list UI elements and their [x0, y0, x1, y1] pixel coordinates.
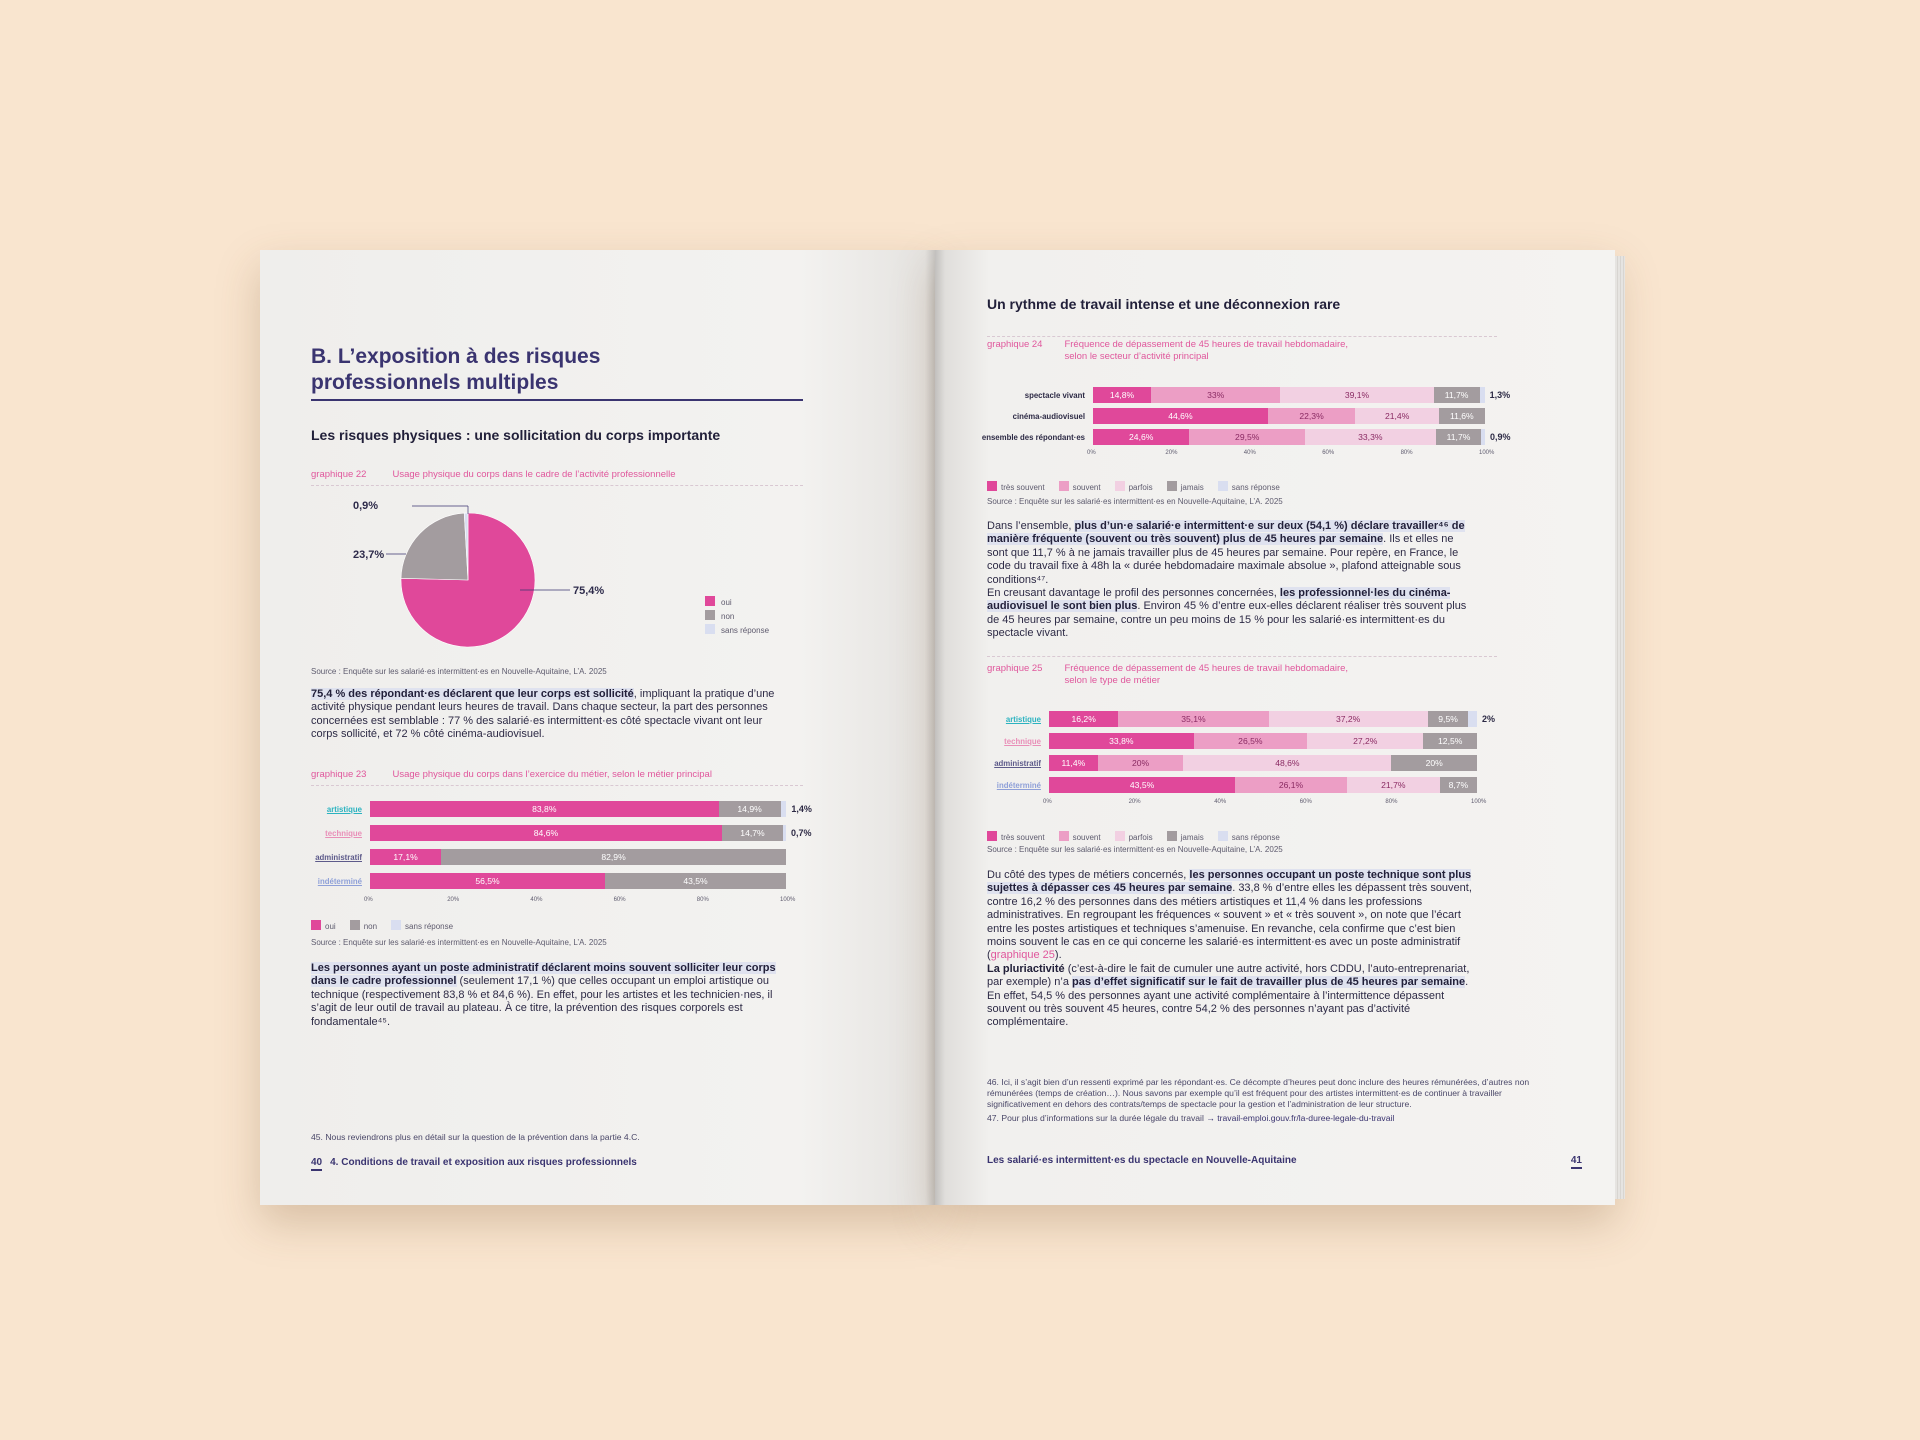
bar-segment-sans-réponse — [1481, 429, 1485, 445]
right-footer — [987, 1155, 1582, 1169]
legend-item-oui — [705, 596, 769, 610]
axis-tick-label: 40% — [1214, 799, 1227, 805]
legend-label: jamais — [1180, 483, 1204, 492]
legend-swatch — [1115, 831, 1125, 841]
footnotes — [987, 1077, 1547, 1124]
legend-swatch — [1218, 831, 1228, 841]
x-axis — [364, 897, 796, 907]
stacked-bar — [1049, 711, 1477, 727]
legend-swatch — [1059, 481, 1069, 491]
legend-item — [1218, 831, 1280, 842]
legend-label: non — [721, 612, 735, 621]
axis-tick-label: 60% — [613, 897, 626, 903]
legend-label: non — [363, 922, 378, 931]
chart-row — [975, 733, 1495, 749]
axis-tick-label: 20% — [1128, 799, 1141, 805]
legend-swatch — [987, 831, 997, 841]
category-label: administratif — [315, 852, 362, 862]
stacked-bar — [1093, 429, 1485, 445]
running-footer: Les salarié·es intermittent·es du spectacle en Nouvelle-Aquitaine — [987, 1155, 1297, 1166]
legend-label: jamais — [1180, 833, 1204, 842]
section-title-line-1: B. L’exposition à des risques — [311, 345, 601, 368]
highlight-text: 75,4 % des répondant·es déclarent que leur corps est sollicité — [311, 688, 634, 700]
bar-segment-souvent: 20% — [1098, 755, 1184, 771]
divider — [987, 656, 1497, 657]
bar-segment-souvent: 22,3% — [1268, 408, 1355, 424]
source-note: Source : Enquête sur les salarié·es intermittent·es en Nouvelle-Aquitaine, L’A. 2025 — [311, 667, 607, 676]
category-label: artistique — [1005, 714, 1041, 724]
x-axis — [1087, 450, 1495, 460]
bar-end-label: 1,4% — [791, 804, 812, 814]
bar-segment-jamais: 12,5% — [1423, 733, 1477, 749]
bar-segment-parfois: 27,2% — [1307, 733, 1423, 749]
graph-title — [1064, 339, 1348, 363]
bar-segment-oui: 56,5% — [370, 873, 605, 889]
graph-tag: graphique 23 — [311, 769, 367, 780]
chart-row — [300, 825, 812, 841]
paragraph-text: . 33,8 % d’entre elles les dépassent très souvent, contre 16,2 % des personnes dans des métiers artistiques et 11,4 % dans les professions administratives. En regroupant les fréquences « souvent » et « très souvent », on note que l’écart entre les postes artistiques et techniques s’amenuise. En revanche, cela confirme que c’est bien moins souvent le cas en ce qui concerne les salarié·es intermittent·es avec un poste administratif ( — [987, 882, 1472, 962]
chart-row — [975, 429, 1510, 445]
bar-end-label: 1,3% — [1489, 390, 1511, 400]
axis-tick-label: 80% — [1400, 450, 1413, 456]
pie-legend — [705, 596, 769, 638]
legend-label: très souvent — [1001, 483, 1045, 492]
legend-item — [350, 920, 377, 931]
legend-label: sans réponse — [1231, 833, 1280, 842]
axis-tick-label: 80% — [696, 897, 709, 903]
axis-tick-label: 40% — [530, 897, 543, 903]
bar-end-label: 0,9% — [1489, 432, 1511, 442]
section-title — [311, 344, 600, 396]
legend-label: oui — [721, 598, 732, 607]
highlight-text: les professionnel·les du cinéma-audiovisuel le sont bien plus — [987, 587, 1451, 613]
stacked-bar — [370, 801, 786, 817]
footnote-47 — [987, 1113, 1547, 1124]
highlight-text: plus d’un·e salarié·e intermittent·e sur deux (54,1 %) déclare travailler⁴⁶ de manière fréquente (souvent ou très souvent) plus de 45 heures par semaine — [987, 520, 1465, 546]
paragraph-1 — [987, 520, 1473, 641]
highlight-text: pas d’effet significatif sur le fait de travailler plus de 45 heures par semaine — [1072, 976, 1466, 989]
paragraph-text: . Ils et elles ne sont que 11,7 % à ne jamais travailler plus de 45 heures par semaine. Pour repère, en France, le code du travail fixe à 48h la « durée hebdomadaire maximale absolue », plafond atteignable sous conditions⁴⁷. — [987, 533, 1461, 586]
axis-tick-label: 0% — [1087, 450, 1096, 456]
graph-title: Usage physique du corps dans l’exercice du métier, selon le métier principal — [392, 769, 712, 780]
bar-segment-très-souvent: 44,6% — [1093, 408, 1268, 424]
category-label: indéterminé — [317, 876, 362, 886]
running-footer: 4. Conditions de travail et exposition aux risques professionnels — [330, 1157, 637, 1168]
category-label: technique — [1004, 736, 1041, 746]
bar-segment-parfois: 48,6% — [1183, 755, 1391, 771]
pie-label: 0,9% — [353, 500, 379, 512]
graph-tag: graphique 25 — [987, 663, 1043, 674]
axis-tick-label: 100% — [1479, 450, 1495, 456]
axis-tick-label: 0% — [364, 897, 373, 903]
bar-segment-oui: 17,1% — [370, 849, 441, 865]
book-spine — [925, 250, 945, 1205]
bar-segment-sans-réponse — [1468, 711, 1477, 727]
x-axis — [1043, 799, 1487, 809]
graph24-header — [987, 339, 1348, 363]
graph25-header — [987, 663, 1348, 687]
axis-tick-label: 60% — [1322, 450, 1335, 456]
paragraph-text: . Environ 45 % d’entre eux-elles déclarent réaliser très souvent plus de 45 heures par semaine, contre un peu moins de 15 % pour les salarié·es intermittent·es du spectacle vivant. — [987, 600, 1467, 640]
highlight-text: les personnes occupant un poste technique sont plus sujettes à dépasser ces 45 heures par semaine — [987, 869, 1472, 895]
legend-item — [1115, 831, 1153, 842]
category-label: ensemble des répondant·es — [981, 432, 1085, 442]
legend-item-non — [705, 610, 769, 624]
bar-segment-très-souvent: 33,8% — [1049, 733, 1194, 749]
stacked-bar — [1093, 387, 1485, 403]
chart-row — [975, 711, 1495, 727]
legend-label: parfois — [1128, 483, 1153, 492]
page-number: 41 — [1571, 1155, 1582, 1169]
legend-item — [1218, 481, 1280, 492]
bar-segment-très-souvent: 16,2% — [1049, 711, 1118, 727]
stacked-bar — [1049, 755, 1477, 771]
bar-segment-souvent: 33% — [1151, 387, 1280, 403]
legend-item — [987, 481, 1045, 492]
legend-label: oui — [325, 922, 336, 931]
stacked-bar — [1049, 733, 1477, 749]
bar-segment-souvent: 35,1% — [1118, 711, 1268, 727]
graph22-header — [311, 469, 803, 481]
bar-segment-jamais: 8,7% — [1440, 777, 1477, 793]
bar-segment-très-souvent: 11,4% — [1049, 755, 1098, 771]
axis-tick-label: 100% — [1471, 799, 1487, 805]
bar-segment-souvent: 26,5% — [1194, 733, 1307, 749]
bar-segment-non: 14,7% — [722, 825, 783, 841]
chart-row — [300, 801, 812, 817]
stacked-bar — [1049, 777, 1477, 793]
category-label: administratif — [994, 758, 1041, 768]
legend-label: souvent — [1072, 483, 1101, 492]
paragraph-2 — [311, 962, 784, 1029]
bar-segment-souvent: 26,1% — [1235, 777, 1347, 793]
legend-item — [1167, 481, 1204, 492]
stacked-bar — [370, 849, 786, 865]
legend-label: sans réponse — [405, 922, 454, 931]
legend-item-sans-reponse — [705, 624, 769, 638]
bar-segment-parfois: 33,3% — [1305, 429, 1436, 445]
bar-segment-parfois: 39,1% — [1280, 387, 1433, 403]
stacked-bar — [370, 873, 786, 889]
bar-segment-parfois: 21,4% — [1355, 408, 1439, 424]
category-label: technique — [325, 828, 362, 838]
source-note: Source : Enquête sur les salarié·es intermittent·es en Nouvelle-Aquitaine, L’A. 2025 — [987, 497, 1283, 506]
chart25-legend — [987, 831, 1280, 842]
bar-segment-parfois: 21,7% — [1347, 777, 1440, 793]
paragraph-text: (seulement 17,1 %) que celles occupant un emploi artistique ou technique (respectivement 83,8 % et 84,6 %). En effet, pour les artistes et les technicien·nes, il s’agit de leur outil de travail au plateau. À ce titre, la prévention des risques corporels est fondamentale⁴⁵. — [311, 975, 773, 1028]
axis-tick-label: 60% — [1299, 799, 1312, 805]
pie-label: 75,4% — [573, 585, 605, 597]
bar-end-label: 2% — [1481, 714, 1495, 724]
bar-chart-24 — [975, 387, 1510, 460]
bar-segment-jamais: 11,6% — [1439, 408, 1484, 424]
highlight-text: Les personnes ayant un poste administratif déclarent moins souvent solliciter leur corps dans le cadre professionnel — [311, 962, 776, 988]
paragraph-text: , impliquant la pratique d’une activité physique pendant leurs heures de travail. Dans chaque secteur, la part des personnes concernées est semblable : 77 % des salarié·es intermittent·es côté spectacle vivant ont leur corps sollicité, et 72 % côté cinéma-audiovisuel. — [311, 688, 775, 741]
chart24-legend — [987, 481, 1280, 492]
legend-item — [1115, 481, 1153, 492]
source-note: Source : Enquête sur les salarié·es intermittent·es en Nouvelle-Aquitaine, L’A. 2025 — [311, 938, 607, 947]
bar-chart-25 — [975, 711, 1495, 809]
category-label: indéterminé — [996, 780, 1041, 790]
paragraph-text: . En effet, 54,5 % des personnes ayant une activité complémentaire à l’intermittence dépassent souvent ou très souvent 45 heures, contre 54,2 % des personnes n’ayant pas d’activité complémentaire. — [987, 976, 1469, 1029]
axis-tick-label: 0% — [1043, 799, 1052, 805]
legend-swatch — [987, 481, 997, 491]
paragraph-text: En creusant davantage le profil des personnes concernées, — [987, 587, 1280, 600]
category-label: artistique — [326, 804, 362, 814]
axis-tick-label: 20% — [1165, 450, 1178, 456]
bar-segment-souvent: 29,5% — [1189, 429, 1305, 445]
category-label: spectacle vivant — [1024, 390, 1085, 400]
paragraph-3 — [987, 869, 1473, 1030]
chart-row — [975, 387, 1510, 403]
chart-row — [300, 873, 812, 889]
legend-item — [1167, 831, 1204, 842]
left-footer — [311, 1157, 637, 1171]
graph-title-line: selon le secteur d’activité principal — [1064, 351, 1209, 362]
pie-label: 23,7% — [353, 549, 385, 561]
legend-label: parfois — [1128, 833, 1153, 842]
bar-segment-très-souvent: 24,6% — [1093, 429, 1189, 445]
bar-segment-sans-réponse — [1480, 387, 1485, 403]
legend-label: souvent — [1072, 833, 1101, 842]
legend-item — [311, 920, 336, 931]
graph-title-line: selon le type de métier — [1064, 675, 1161, 686]
graph-title: Usage physique du corps dans le cadre de l’activité professionnelle — [392, 469, 676, 480]
legend-label: très souvent — [1001, 833, 1045, 842]
bar-segment-oui: 83,8% — [370, 801, 719, 817]
legend-swatch — [1218, 481, 1228, 491]
section-title: Un rythme de travail intense et une déconnexion rare — [987, 296, 1341, 312]
chart-row — [975, 777, 1495, 793]
chart23-legend — [311, 920, 453, 931]
bar-segment-très-souvent: 43,5% — [1049, 777, 1235, 793]
legend-item — [391, 920, 453, 931]
graph-title-line: Fréquence de dépassement de 45 heures de travail hebdomadaire, — [1064, 339, 1349, 350]
legend-item — [1059, 831, 1101, 842]
graph-reference-link[interactable]: graphique 25 — [990, 949, 1055, 962]
bar-segment-non: 82,9% — [441, 849, 786, 865]
highlight-text: La pluriactivité — [987, 962, 1065, 975]
legend-swatch — [1059, 831, 1069, 841]
stacked-bar — [1093, 408, 1485, 424]
chart-row — [300, 849, 812, 865]
bar-segment-non: 43,5% — [605, 873, 786, 889]
legend-label: sans réponse — [721, 626, 770, 635]
bar-end-label: 0,7% — [790, 828, 812, 838]
bar-segment-jamais: 9,5% — [1428, 711, 1469, 727]
axis-tick-label: 40% — [1243, 450, 1256, 456]
legend-swatch — [1115, 481, 1125, 491]
stacked-bar — [370, 825, 786, 841]
source-note: Source : Enquête sur les salarié·es intermittent·es en Nouvelle-Aquitaine, L’A. 2025 — [987, 845, 1283, 854]
bar-segment-jamais: 11,7% — [1434, 387, 1480, 403]
paragraph-text: (c’est-à-dire le fait de cumuler une autre activité, hors CDDU, l’auto-entreprenariat, par exemple) n’a — [987, 962, 1470, 989]
legend-item — [987, 831, 1045, 842]
footnote-45: 45. Nous reviendrons plus en détail sur la question de la prévention dans la partie 4.C. — [311, 1132, 640, 1142]
graph-tag: graphique 24 — [987, 339, 1043, 350]
chart-row — [975, 408, 1510, 424]
paragraph-1 — [311, 688, 784, 742]
paragraph-text: ). — [1054, 949, 1062, 962]
category-label: cinéma-audiovisuel — [1012, 411, 1085, 421]
bar-chart-23 — [300, 801, 812, 907]
section-title-line-2: professionnels multiples — [311, 371, 559, 394]
pie-slices — [401, 513, 535, 647]
graph-title-line: Fréquence de dépassement de 45 heures de travail hebdomadaire, — [1064, 663, 1349, 674]
bar-segment-sans-réponse — [783, 825, 786, 841]
paragraph-text: Dans l’ensemble, — [987, 520, 1075, 532]
bar-segment-oui: 84,6% — [370, 825, 722, 841]
pie-slice-non — [401, 513, 468, 580]
chart-row — [975, 755, 1495, 771]
bar-segment-non: 14,9% — [719, 801, 781, 817]
graph23-header — [311, 769, 803, 781]
subsection-title: Les risques physiques : une sollicitation du corps importante — [311, 427, 721, 443]
legend-item — [1059, 481, 1101, 492]
legend-swatch — [1167, 831, 1177, 841]
divider — [311, 485, 803, 486]
footnote-link[interactable]: → travail-emploi.gouv.fr/la-duree-legale-du-travail — [1206, 1113, 1395, 1123]
bar-segment-jamais: 11,7% — [1436, 429, 1482, 445]
page-edges — [1615, 256, 1625, 1199]
axis-tick-label: 20% — [447, 897, 460, 903]
legend-label: sans réponse — [1231, 483, 1280, 492]
section-rule — [311, 399, 803, 401]
footnote-text: 47. Pour plus d’informations sur la durée légale du travail — [987, 1113, 1207, 1123]
bar-segment-jamais: 20% — [1391, 755, 1477, 771]
graph-title — [1064, 663, 1348, 687]
graph-tag: graphique 22 — [311, 469, 367, 480]
divider — [987, 336, 1497, 337]
axis-tick-label: 100% — [780, 897, 796, 903]
axis-tick-label: 80% — [1385, 799, 1398, 805]
paragraph-text: Du côté des types de métiers concernés, — [987, 869, 1190, 881]
divider — [311, 785, 803, 786]
bar-segment-très-souvent: 14,8% — [1093, 387, 1151, 403]
page-number: 40 — [311, 1157, 322, 1171]
legend-swatch — [1167, 481, 1177, 491]
bar-segment-sans-réponse — [781, 801, 787, 817]
bar-segment-parfois: 37,2% — [1269, 711, 1428, 727]
footnote-46: 46. Ici, il s’agit bien d’un ressenti exprimé par les répondant·es. Ce décompte d’heures peut donc inclure des heures rémunérées, d’autres non rémunérées (temps de création…). Nous savons par exemple qu’il est fréquent pour des artistes intermittent·es de continuer à travailler significativement en dehors des contrats/temps de spectacle pour la gestion et l’administration de leur structure. — [987, 1077, 1530, 1109]
